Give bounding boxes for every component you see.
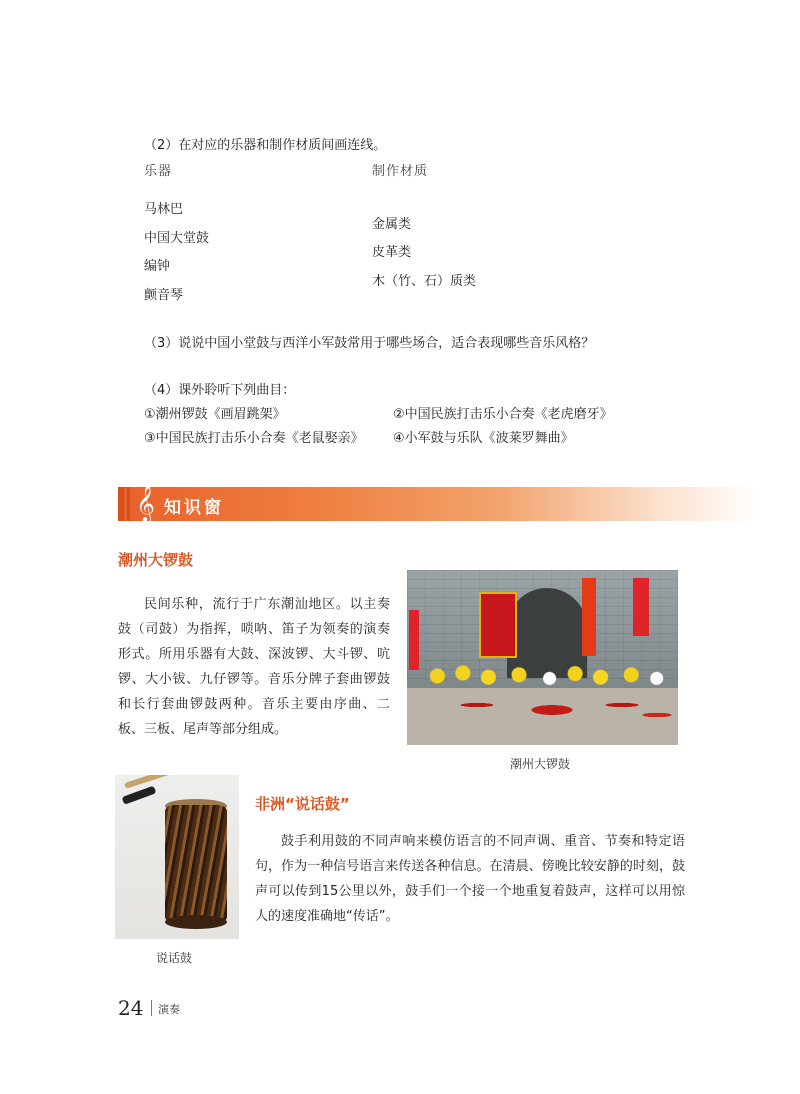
knowledge-window-title: 知识窗 [164, 498, 224, 518]
material-item: 木（竹、石）质类 [372, 274, 477, 289]
talking-drum-section-title: 非洲“说话鼓” [255, 795, 350, 813]
footer-section-label: 演奏 [158, 1003, 180, 1016]
talking-drum-photo [115, 775, 239, 939]
talking-drum-body: 鼓手利用鼓的不同声响来模仿语言的不同声调、重音、节奏和特定语句，作为一种信号语言来传送各种信息。在清晨、傍晚比较安静的时刻，鼓声可以传到15公里以外，鼓手们一个接一个地重复着鼓声，这样可以用惊人的速度准确地“传话”。 [255, 834, 685, 924]
instrument-item: 颤音琴 [144, 288, 184, 303]
red-flag [582, 578, 596, 656]
materials-column-header: 制作材质 [372, 164, 429, 179]
instrument-item: 马林巴 [144, 202, 184, 217]
material-item: 皮革类 [372, 245, 412, 260]
listening-piece: ②中国民族打击乐小合奏《老虎磨牙》 [393, 407, 613, 422]
drum-stick [124, 775, 202, 789]
listening-piece: ①潮州锣鼓《画眉跳架》 [144, 407, 286, 422]
drum-stick-handle [122, 786, 157, 805]
page-number: 24 [118, 996, 144, 1020]
clef-icon: 𝄞 [136, 484, 155, 522]
red-banner [479, 592, 517, 658]
question-4-prompt: （4）课外聆听下列曲目： [144, 383, 296, 398]
knowledge-window-banner [118, 484, 758, 522]
chaozhou-photo-caption: 潮州大锣鼓 [510, 757, 571, 771]
question-2-prompt: （2）在对应的乐器和制作材质间画连线。 [144, 138, 387, 153]
banner-stripe [127, 487, 130, 521]
chaozhou-gongs-drums-photo [407, 570, 678, 745]
material-item: 金属类 [372, 217, 412, 232]
instrument-item: 中国大堂鼓 [144, 231, 210, 246]
listening-piece: ④小军鼓与乐队《波莱罗舞曲》 [393, 431, 574, 446]
drum-body [165, 805, 227, 923]
talking-drum-caption: 说话鼓 [156, 951, 193, 965]
chaozhou-body: 民间乐种，流行于广东潮汕地区。以主奏鼓（司鼓）为指挥，唢呐、笛子为领奏的演奏形式。所用乐器有大鼓、深波锣、大斗锣、吭锣、大小钹、九仔锣等。音乐分牌子套曲锣鼓和长行套曲锣鼓两种。音乐主要由序曲、二板、三板、尾声等部分组成。 [118, 597, 390, 737]
listening-piece: ③中国民族打击乐小合奏《老鼠娶亲》 [144, 431, 364, 446]
drum-bottom [165, 915, 227, 929]
question-3-prompt: （3）说说中国小堂鼓与西洋小军鼓常用于哪些场合，适合表现哪些音乐风格？ [144, 336, 595, 351]
chaozhou-section-title: 潮州大锣鼓 [118, 551, 194, 569]
instrument-item: 编钟 [144, 259, 171, 274]
footer-divider [151, 1000, 152, 1016]
instruments-column-header: 乐器 [144, 164, 173, 179]
red-flag [633, 578, 649, 636]
drums [427, 680, 677, 730]
banner-stripe [118, 487, 124, 521]
